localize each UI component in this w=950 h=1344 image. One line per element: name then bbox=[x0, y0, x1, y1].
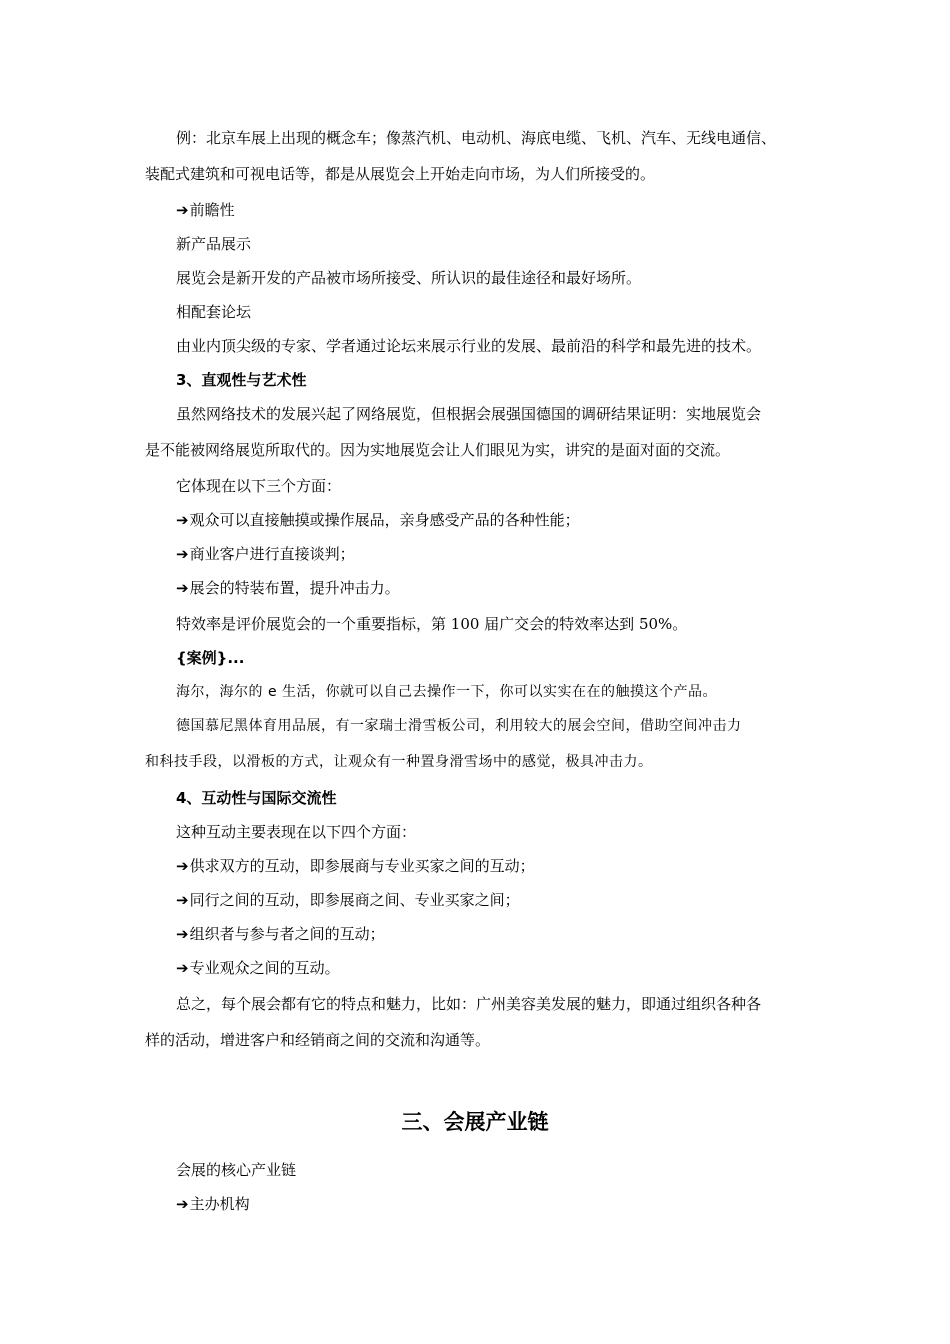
paragraph-text: 和科技手段，以滑板的方式，让观众有一种置身滑雪场中的感觉，极具冲击力。 bbox=[145, 754, 653, 770]
paragraph-text: 特效率是评价展览会的一个重要指标，第 100 届广交会的特效率达到 50%。 bbox=[176, 615, 688, 633]
paragraph-text: 样的活动，增进客户和经销商之间的交流和沟通等。 bbox=[145, 1031, 491, 1049]
bullet-text: 组织者与参与者之间的互动； bbox=[189, 925, 385, 943]
arrow-icon: ➔ bbox=[176, 511, 189, 529]
bullet-item bbox=[176, 578, 400, 598]
paragraph-text: 这种互动主要表现在以下四个方面： bbox=[176, 823, 417, 841]
paragraph-text: 德国慕尼黑体育用品展，有一家瑞士滑雪板公司，利用较大的展会空间，借助空间冲击力 bbox=[176, 718, 742, 734]
bullet-text: 展会的特装布置，提升冲击力。 bbox=[189, 579, 400, 597]
arrow-icon: ➔ bbox=[176, 1195, 189, 1213]
bullet-item bbox=[176, 544, 355, 564]
bullet-item bbox=[176, 200, 235, 220]
paragraph-text: 展览会是新开发的产品被市场所接受、所认识的最佳途径和最好场所。 bbox=[176, 269, 642, 287]
bullet-item bbox=[176, 924, 385, 944]
paragraph-text: 总之，每个展会都有它的特点和魅力，比如：广州美容美发展的魅力，即通过组织各种各 bbox=[176, 995, 762, 1013]
bullet-text: 供求双方的互动，即参展商与专业买家之间的互动； bbox=[189, 857, 535, 875]
case-label: {案例}... bbox=[176, 649, 245, 667]
paragraph-text: 新产品展示 bbox=[176, 235, 252, 253]
subheading: 3、直观性与艺术性 bbox=[176, 371, 307, 389]
paragraph-text: 海尔，海尔的 e 生活，你就可以自己去操作一下，你可以实实在在的触摸这个产品。 bbox=[176, 684, 718, 700]
paragraph-text: 装配式建筑和可视电话等，都是从展览会上开始走向市场，为人们所接受的。 bbox=[145, 165, 656, 183]
section-title: 三、会展产业链 bbox=[401, 1110, 549, 1134]
paragraph-text: 虽然网络技术的发展兴起了网络展览，但根据会展强国德国的调研结果证明：实地展览会 bbox=[176, 405, 762, 423]
bullet-item bbox=[176, 1194, 250, 1214]
bullet-text: 主办机构 bbox=[189, 1195, 250, 1213]
subheading: 4、互动性与国际交流性 bbox=[176, 789, 337, 807]
paragraph-text: 相配套论坛 bbox=[176, 303, 252, 321]
bullet-item bbox=[176, 890, 520, 910]
bullet-text: 专业观众之间的互动。 bbox=[189, 959, 340, 977]
paragraph-text: 它体现在以下三个方面： bbox=[176, 477, 342, 495]
paragraph-text: 由业内顶尖级的专家、学者通过论坛来展示行业的发展、最前沿的科学和最先进的技术。 bbox=[176, 337, 762, 355]
bullet-text: 观众可以直接触摸或操作展品，亲身感受产品的各种性能； bbox=[189, 511, 580, 529]
bullet-item bbox=[176, 958, 340, 978]
arrow-icon: ➔ bbox=[176, 959, 189, 977]
bullet-item bbox=[176, 510, 580, 530]
arrow-icon: ➔ bbox=[176, 201, 189, 219]
arrow-icon: ➔ bbox=[176, 579, 189, 597]
bullet-item bbox=[176, 856, 535, 876]
paragraph-text: 会展的核心产业链 bbox=[176, 1161, 297, 1179]
arrow-icon: ➔ bbox=[176, 891, 189, 909]
bullet-text: 商业客户进行直接谈判； bbox=[189, 545, 355, 563]
arrow-icon: ➔ bbox=[176, 857, 189, 875]
arrow-icon: ➔ bbox=[176, 545, 189, 563]
paragraph-text: 例：北京车展上出现的概念车；像蒸汽机、电动机、海底电缆、飞机、汽车、无线电通信、 bbox=[176, 129, 777, 147]
arrow-icon: ➔ bbox=[176, 925, 189, 943]
bullet-text: 前瞻性 bbox=[189, 201, 235, 219]
paragraph-text: 是不能被网络展览所取代的。因为实地展览会让人们眼见为实，讲究的是面对面的交流。 bbox=[145, 441, 731, 459]
bullet-text: 同行之间的互动，即参展商之间、专业买家之间； bbox=[189, 891, 520, 909]
